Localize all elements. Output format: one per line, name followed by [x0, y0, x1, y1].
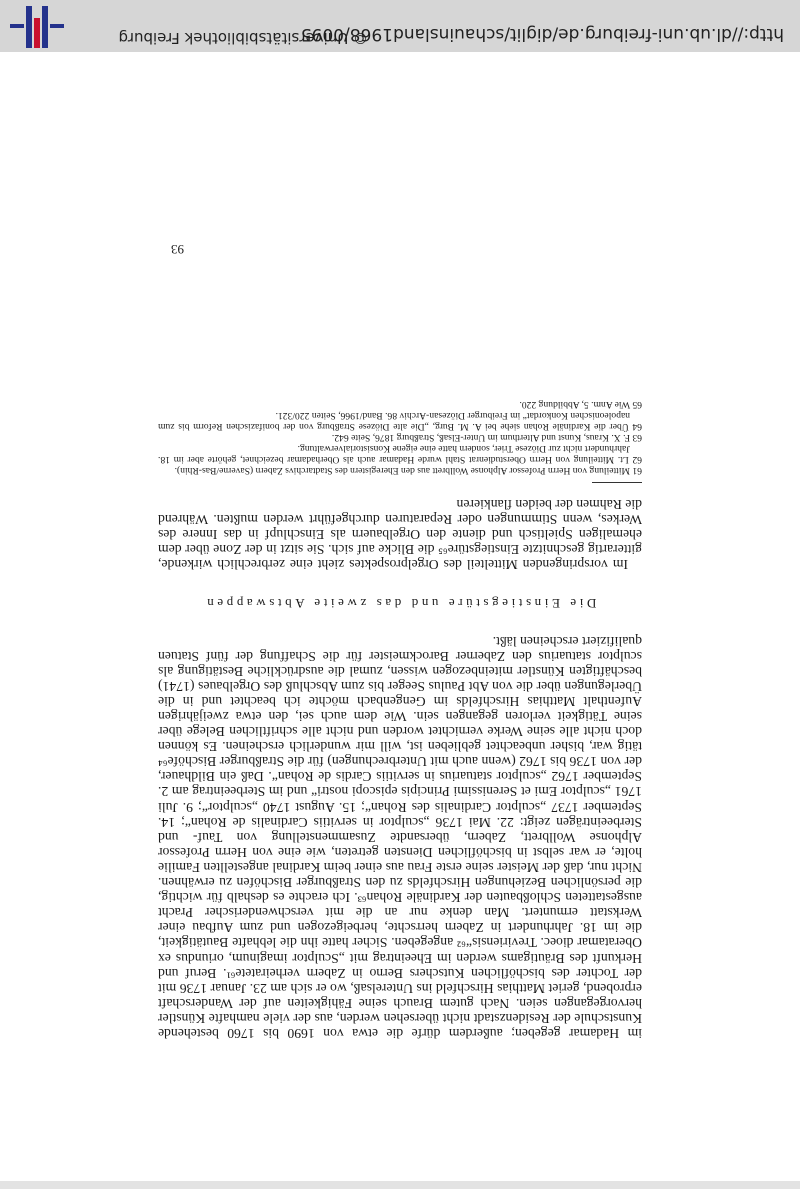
footer-bar	[0, 0, 800, 52]
footnote: 63 F. X. Kraus, Kunst und Alterthum im Unter-Elsaß, Straßburg 1876, Seite 642.	[331, 431, 642, 443]
page-number: 93	[171, 242, 184, 257]
paragraph: im Hadamar gegeben; außerdem dürfe die etwa von 1690 bis 1760 bestehende Kunstschule der Residenzstadt nicht übersehen werden, aus der viele namhafte Künstler hervorgegangen seien. Nach gutem Brauch seine Fähigkeiten auf der Wanderschaft erprobend, geriet Matthias Hirschfeld ins Unterelsaß, wo er sich am 23. Januar 1736 mit der Tochter des bischöflichen Kutschers Berno in Zabern verheiratete⁶¹. Beruf und Herkunft des Bräutigams werden im Eheeintrag mit „Sculptor imaginum, oriundus ex Oberatamar dioec. Treviriensis“⁶² angegeben. Sicher hatte ihn die lebhafte Bautätigkeit, die im 18. Jahrhundert in Zabern herrschte, herbeigezogen und zum Aufbau einer Werkstatt ermuntert. Man denke nur an die mit verschwenderischer Pracht ausgestatteten Schloßbauten der Kardinäle Rohan⁶³. Ich erachte es deshalb für wichtig, die persönlichen Beziehungen Hirschfelds zu den Straßburger Bischöfen zu erwähnen. Nicht nur, daß der Meister seine erste Frau aus einer beim Kardinal angestellten Familie holte, er war selbst in bischöflichen Diensten getreten, wie eine von Herrn Professor Alphonse Wollbrett, Zabern, übersandte Zusammenstellung von Tauf- und Sterbeeinträgen zeigt: 22. Mai 1736 „sculptor in servitiis Cardinalis de Rohan“; 14. September 1737 „sculptor Cardinalis des Rohan“; 15. August 1740 „sculptor“; 9. Juli 1761 „sculptor Emi et Serenissimi Principis episcopi nostri“ und im Sterbeeintrag am 2. September 1762 „sculptor statuarius in servitiis Cardis de Rohan“. Daß ein Bildhauer, der von 1736 bis 1762 (wenn auch mit Unterbrechungen) für die Straßburger Bischöfe⁶⁴ tätig war, bisher unbeachtet geblieben ist, will mir wunderlich erscheinen. Es können doch nicht alle seine Werke vernichtet worden und nicht alle schriftlichen Belege über seine Tätigkeit verloren gegangen sein. Wie dem auch sei, den etwa zweijährigen Aufenthalt Matthias Hirschfelds im Gengenbach möchte ich beachtet und in die Überlegungen über die von Abt Paulus Seeger bis zum Abschluß des Orgelbaues (1741) beschäftigten Künstler miteinbezogen wissen, zumal die ausdrückliche Bestätigung als sculptor statuarius den Zaberner Barockmeister für die Schaffung der fünf Statuen qualifiziert erscheinen läßt.	[158, 633, 642, 1041]
library-logo-icon[interactable]	[10, 6, 64, 48]
copyright-text: © Universitätsbibliothek Freiburg	[118, 29, 368, 47]
footnote: 64 Über die Kardinäle Rohan siehe bei A. M. Burg, „Die alte Diözese Straßburg von der bonifazischen Reform bis zum napoleonischen Konkordat“ im Freiburger Diözesan-Archiv 86. Band/1966, Seiten 220/321.	[158, 409, 642, 432]
paragraph: Im vorspringenden Mittelteil des Orgelprospektes zieht eine zerbrechlich wirkende, gitterartig geschnitzte Einstiegstüre⁶⁵ die Blicke auf sich. Sie sitzt in der Zone über dem ehemaligen Spieltisch und diente den Orgelbauern als Einschlupf in das Innere des Werkes, wenn Stimmungen oder Reparaturen durchgeführt werden mußten. Während die Rahmen der beiden flankieren	[158, 497, 642, 573]
footnote-rule	[592, 482, 642, 483]
scanned-sheet	[0, 52, 800, 1189]
body-text	[158, 399, 642, 1041]
footnote: 65 Wie Anm. 5, Abbildung 220.	[519, 398, 642, 410]
permalink-url[interactable]: http://dl.ub.uni-freiburg.de/diglit/schauinsland1968/0095	[300, 24, 784, 44]
footnote: 62 Lt. Mitteilung von Herrn Oberstudienrat Stahl wurde Hadamar auch als Oberhadamar bezeichnet, gehörte aber im 18. Jahrhundert nicht zur Diözese Trier, sondern hatte eine eigene Konsistorialverwaltung.	[158, 442, 642, 465]
bottom-edge-strip	[0, 1181, 800, 1189]
section-heading: Die Einstiegstüre und das zweite Abtswappen	[203, 596, 597, 612]
footnote: 61 Mitteilung von Herrn Professor Alphonse Wollbrett aus den Eheregistern des Stadtarchivs Zabern (Saverne/Bas-Rhin).	[174, 464, 642, 476]
